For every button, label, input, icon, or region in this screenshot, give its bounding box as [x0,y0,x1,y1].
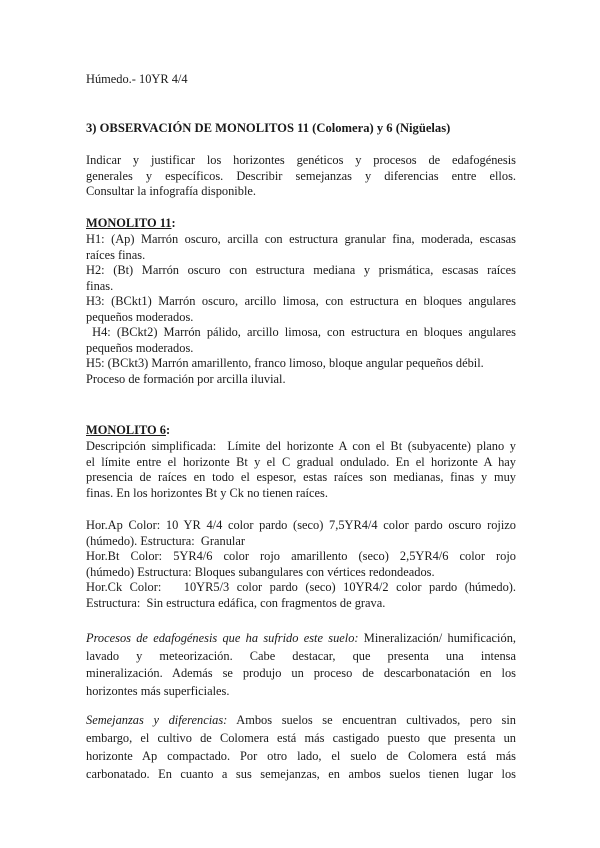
monolito6-colon: : [165,423,171,437]
procesos-line: lavado y meteorización. Cabe destacar, que presenta una intensa [86,648,516,663]
description-line: el límite entre el horizonte Bt y el C gradual ondulado. En el horizonte A hay [86,454,516,469]
horizon-line: finas. [86,278,114,293]
horizon-line: H4: (BCkt2) Marrón pálido, arcillo limosa, con estructura en bloques angulares [86,325,516,339]
horizon-line: Proceso de formación por arcilla iluvial. [86,371,286,386]
instruction-line: Consultar la infografía disponible. [86,184,256,198]
horizon-line: H2: (Bt) Marrón oscuro con estructura mediana y prismática, escasas raíces [86,263,516,277]
color-line: Hor.Ap Color: 10 YR 4/4 color pardo (seco) 7,5YR4/4 color pardo oscuro rojizo [86,518,516,532]
monolito11-colon: : [171,216,176,230]
description-line: presencia de raíces en todo el espesor, estas raíces son medianas, finas y muy [86,470,516,484]
procesos-paragraph [86,630,516,700]
procesos-line: mineralización. Además se produjo un proceso de descarbonatación en los [86,666,516,680]
horizon-line: pequeños moderados. [86,309,194,324]
semejanzas-first-line [86,711,516,729]
monolito11-heading [86,216,516,232]
monolito6-description [86,439,516,501]
humedo-line: Húmedo.- 10YR 4/4 [86,72,188,86]
color-line: (húmedo) Estructura: Bloques subangulares con vértices redondeados. [86,564,435,579]
horizon-line: raíces finas. [86,247,146,262]
horizon-line: H1: (Ap) Marrón oscuro, arcilla con estructura granular fina, moderada, escasas [86,232,516,246]
color-line: Hor.Bt Color: 5YR4/6 color rojo amarillento (seco) 2,5YR4/6 color rojo [86,549,516,563]
procesos-label: Procesos de edafogénesis que ha sufrido este suelo: [86,631,359,645]
procesos-first-line [86,630,516,648]
instruction-line: Indicar y justificar los horizontes genéticos y procesos de edafogénesis [86,153,516,167]
instruction-line: generales y específicos. Describir semejanzas y diferencias entre ellos. [86,168,516,183]
semejanzas-line: carbonatado. En cuanto a sus semejanzas, en ambos suelos tienen lugar los [86,767,516,781]
semejanzas-paragraph [86,711,516,783]
procesos-first: Mineralización/ humificación, [358,631,516,645]
monolito11-title: MONOLITO 11 [86,216,172,230]
horizon-line: H5: (BCkt3) Marrón amarillento, franco limoso, bloque angular pequeños débil. [86,356,484,370]
semejanzas-line: horizonte Ap compactado. Por otro lado, el suelo de Colomera está más [86,749,516,763]
semejanzas-label: Semejanzas y diferencias: [86,713,228,727]
color-line: Estructura: Sin estructura edáfica, con fragmentos de grava. [86,595,386,610]
description-line: finas. En los horizontes Bt y Ck no tienen raíces. [86,485,328,500]
section3-instructions [86,153,516,200]
section3-heading: 3) OBSERVACIÓN DE MONOLITOS 11 (Colomera) y 6 (Nigüelas) [86,121,451,135]
semejanzas-line: embargo, el cultivo de Colomera está más castigado puesto que presenta un [86,731,516,745]
monolito6-title: MONOLITO 6 [86,423,166,437]
description-line: Descripción simplificada: Límite del horizonte A con el Bt (subyacente) plano y [86,439,516,453]
color-line: Hor.Ck Color: 10YR5/3 color pardo (seco) 10YR4/2 color pardo (húmedo). [86,580,516,594]
procesos-line: horizontes más superficiales. [86,683,230,698]
semejanzas-first: Ambos suelos se encuentran cultivados, pero sin [227,713,517,727]
horizon-line: pequeños moderados. [86,340,194,355]
monolito6-heading [86,423,516,439]
horizon-line: H3: (BCkt1) Marrón oscuro, arcillo limosa, con estructura en bloques angulares [86,294,516,308]
monolito11-horizons [86,232,516,387]
color-line: (húmedo). Estructura: Granular [86,533,245,548]
monolito6-horizon-colors [86,518,516,611]
